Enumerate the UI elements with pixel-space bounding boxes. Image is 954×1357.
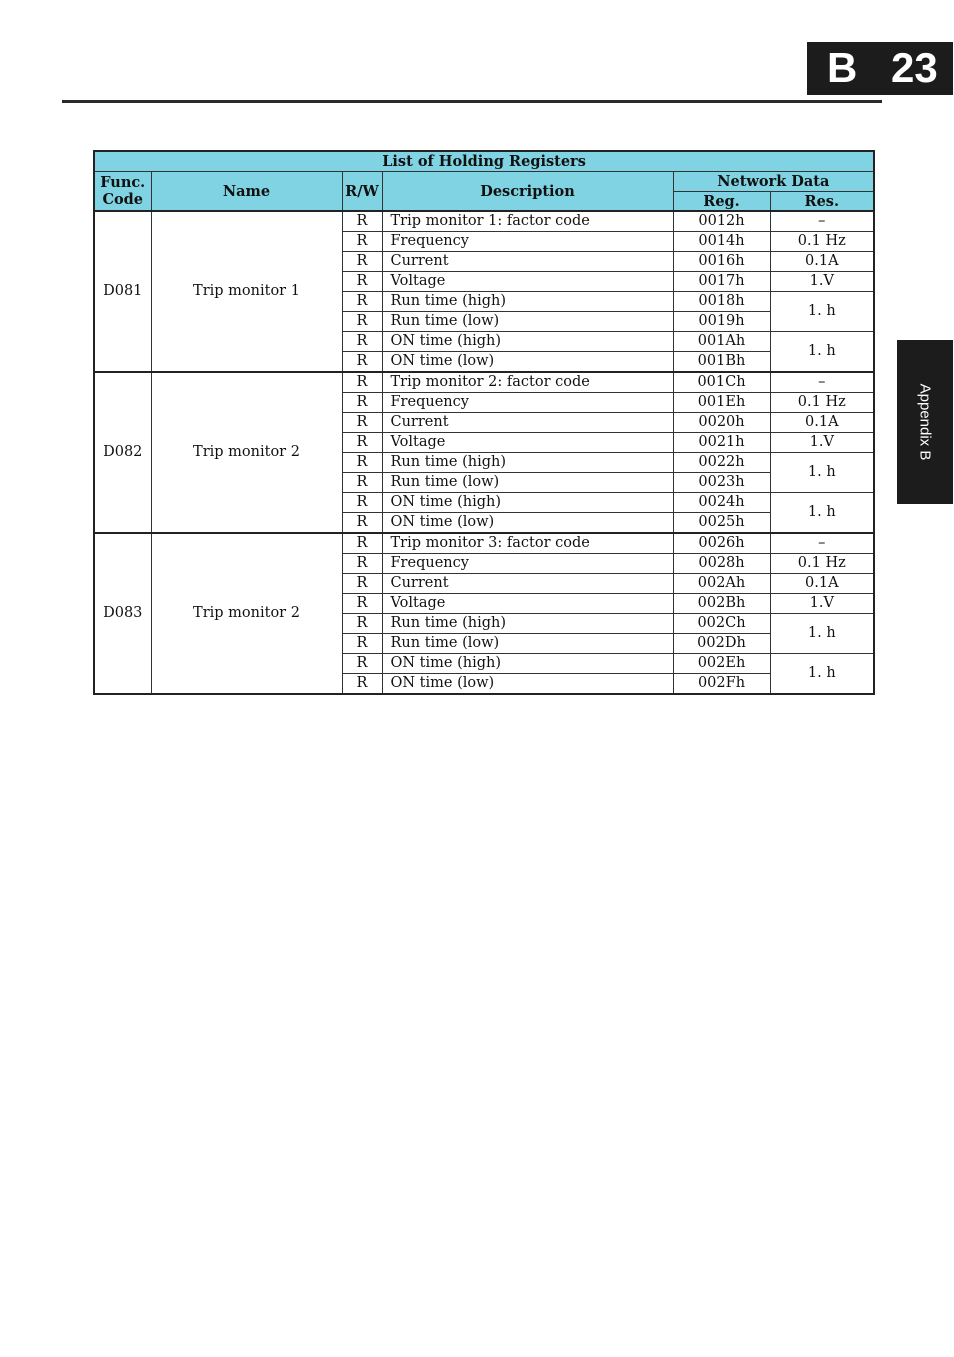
rw-cell: R	[342, 211, 382, 232]
description-cell: Current	[382, 252, 673, 272]
reg-cell: 0021h	[673, 433, 770, 453]
description-cell: Run time (low)	[382, 312, 673, 332]
rw-cell: R	[342, 594, 382, 614]
name-cell: Trip monitor 2	[151, 372, 342, 533]
header-name: Name	[151, 172, 342, 212]
description-cell: ON time (low)	[382, 674, 673, 695]
reg-cell: 0016h	[673, 252, 770, 272]
header-rule	[62, 100, 882, 103]
reg-cell: 002Dh	[673, 634, 770, 654]
reg-cell: 002Eh	[673, 654, 770, 674]
description-cell: ON time (high)	[382, 654, 673, 674]
description-cell: ON time (high)	[382, 493, 673, 513]
description-cell: Run time (high)	[382, 614, 673, 634]
rw-cell: R	[342, 554, 382, 574]
res-cell: 1. h	[770, 453, 874, 493]
func-code-cell: D081	[94, 211, 151, 372]
reg-cell: 0014h	[673, 232, 770, 252]
description-cell: Current	[382, 574, 673, 594]
func-code-cell: D083	[94, 533, 151, 694]
rw-cell: R	[342, 413, 382, 433]
description-cell: Run time (low)	[382, 634, 673, 654]
res-cell: 1.V	[770, 433, 874, 453]
table-row	[94, 372, 874, 393]
res-cell: 1.V	[770, 594, 874, 614]
description-cell: Trip monitor 1: factor code	[382, 211, 673, 232]
description-cell: Voltage	[382, 272, 673, 292]
res-cell: 1. h	[770, 332, 874, 373]
rw-cell: R	[342, 352, 382, 373]
rw-cell: R	[342, 393, 382, 413]
reg-cell: 0025h	[673, 513, 770, 534]
side-tab-label: Appendix B	[916, 383, 934, 461]
rw-cell: R	[342, 674, 382, 695]
description-cell: ON time (low)	[382, 352, 673, 373]
reg-cell: 001Bh	[673, 352, 770, 373]
description-cell: Trip monitor 2: factor code	[382, 372, 673, 393]
reg-cell: 002Ah	[673, 574, 770, 594]
page-number: 23	[891, 44, 938, 91]
res-cell: 1.V	[770, 272, 874, 292]
description-cell: Trip monitor 3: factor code	[382, 533, 673, 554]
reg-cell: 0019h	[673, 312, 770, 332]
rw-cell: R	[342, 654, 382, 674]
table-row	[94, 533, 874, 554]
reg-cell: 001Ch	[673, 372, 770, 393]
res-cell: 0.1 Hz	[770, 232, 874, 252]
reg-cell: 0018h	[673, 292, 770, 312]
description-cell: Current	[382, 413, 673, 433]
func-code-cell: D082	[94, 372, 151, 533]
reg-cell: 002Fh	[673, 674, 770, 695]
rw-cell: R	[342, 372, 382, 393]
rw-cell: R	[342, 332, 382, 352]
header-reg: Reg.	[673, 192, 770, 212]
res-cell: 0.1A	[770, 252, 874, 272]
reg-cell: 0024h	[673, 493, 770, 513]
rw-cell: R	[342, 312, 382, 332]
rw-cell: R	[342, 232, 382, 252]
reg-cell: 002Ch	[673, 614, 770, 634]
holding-registers-table	[93, 150, 875, 695]
appendix-side-tab	[897, 340, 953, 504]
res-cell: 0.1 Hz	[770, 393, 874, 413]
reg-cell: 002Bh	[673, 594, 770, 614]
res-cell: –	[770, 533, 874, 554]
description-cell: ON time (high)	[382, 332, 673, 352]
res-cell: 0.1A	[770, 413, 874, 433]
rw-cell: R	[342, 292, 382, 312]
name-cell: Trip monitor 2	[151, 533, 342, 694]
rw-cell: R	[342, 252, 382, 272]
description-cell: Run time (low)	[382, 473, 673, 493]
reg-cell: 0017h	[673, 272, 770, 292]
rw-cell: R	[342, 614, 382, 634]
reg-cell: 0028h	[673, 554, 770, 574]
res-cell: 0.1 Hz	[770, 554, 874, 574]
res-cell: 1. h	[770, 292, 874, 332]
reg-cell: 001Ah	[673, 332, 770, 352]
page-number-badge	[807, 42, 953, 95]
rw-cell: R	[342, 574, 382, 594]
res-cell: 1. h	[770, 654, 874, 695]
header-description: Description	[382, 172, 673, 212]
description-cell: Voltage	[382, 594, 673, 614]
section-letter: B	[827, 44, 858, 91]
description-cell: ON time (low)	[382, 513, 673, 534]
reg-cell: 0022h	[673, 453, 770, 473]
header-rw: R/W	[342, 172, 382, 212]
reg-cell: 0012h	[673, 211, 770, 232]
res-cell: 1. h	[770, 614, 874, 654]
reg-cell: 0026h	[673, 533, 770, 554]
rw-cell: R	[342, 453, 382, 473]
header-res: Res.	[770, 192, 874, 212]
description-cell: Frequency	[382, 393, 673, 413]
res-cell: –	[770, 211, 874, 232]
description-cell: Frequency	[382, 232, 673, 252]
res-cell: 1. h	[770, 493, 874, 534]
reg-cell: 0023h	[673, 473, 770, 493]
description-cell: Voltage	[382, 433, 673, 453]
table-title: List of Holding Registers	[94, 151, 874, 172]
reg-cell: 0020h	[673, 413, 770, 433]
name-cell: Trip monitor 1	[151, 211, 342, 372]
rw-cell: R	[342, 533, 382, 554]
description-cell: Frequency	[382, 554, 673, 574]
rw-cell: R	[342, 272, 382, 292]
description-cell: Run time (high)	[382, 292, 673, 312]
rw-cell: R	[342, 433, 382, 453]
res-cell: 0.1A	[770, 574, 874, 594]
rw-cell: R	[342, 493, 382, 513]
reg-cell: 001Eh	[673, 393, 770, 413]
header-func-code: Func. Code	[94, 172, 151, 212]
rw-cell: R	[342, 513, 382, 534]
table-body	[94, 211, 874, 694]
table-row	[94, 211, 874, 232]
header-network-data: Network Data	[673, 172, 874, 192]
res-cell: –	[770, 372, 874, 393]
rw-cell: R	[342, 634, 382, 654]
rw-cell: R	[342, 473, 382, 493]
description-cell: Run time (high)	[382, 453, 673, 473]
